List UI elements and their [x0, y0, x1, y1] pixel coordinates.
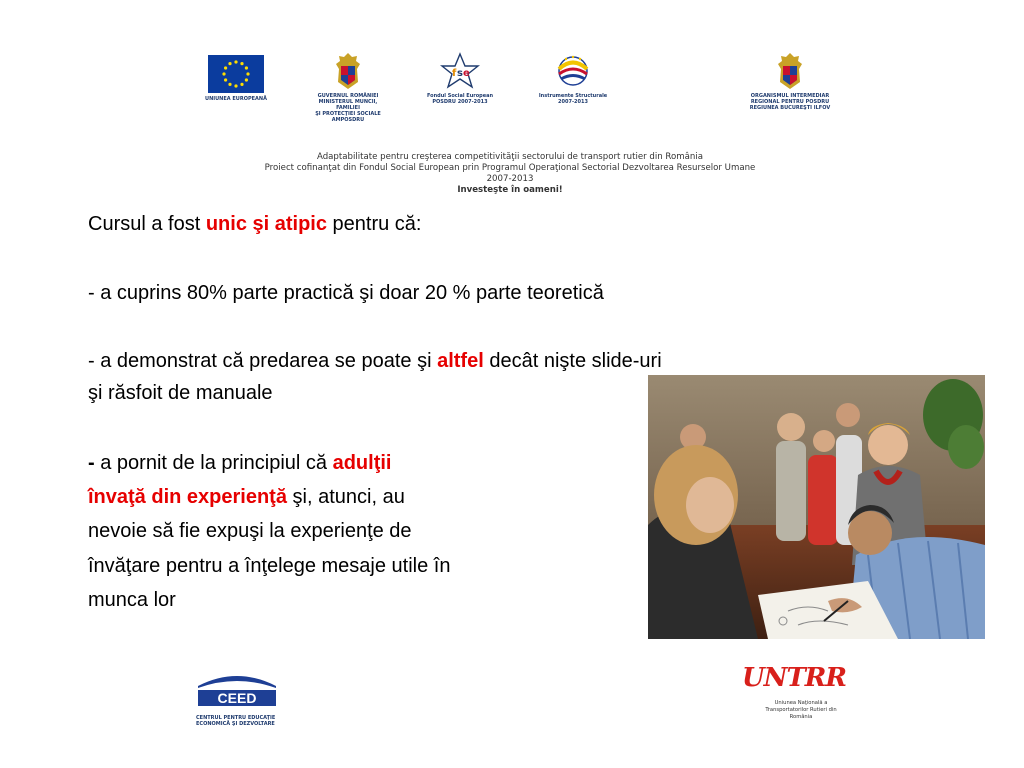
ceed-logo: [196, 672, 278, 727]
ceed-caption-2: ECONOMICĂ ŞI DEZVOLTARE: [196, 721, 275, 727]
oi-caption-3: REGIUNEA BUCUREŞTI ILFOV: [749, 105, 831, 111]
intro-line: Cursul a fost unic şi atipic pentru că:: [88, 213, 422, 235]
government-logo: [306, 52, 390, 123]
ceed-emblem-icon: [196, 672, 278, 708]
romania-crest-icon: [335, 52, 361, 90]
adults-highlight: adulţii: [332, 452, 392, 474]
romania-crest-icon-2: [777, 52, 803, 90]
point-demonstrated: - a demonstrat că predarea se poate şi altfel decât nişte slide-uri: [88, 350, 662, 372]
fse-caption-2: POSDRU 2007-2013: [432, 99, 488, 105]
project-period: 2007-2013: [486, 174, 534, 184]
untrr-caption-1: Uniunea Naţională a: [774, 700, 828, 706]
svg-text:s: s: [457, 68, 463, 79]
untrr-name: UNTRR: [742, 663, 847, 693]
ceed-name: CEED: [217, 690, 257, 706]
altfel-highlight: altfel: [437, 350, 484, 372]
point-adults-line1: - a pornit de la principiul că adulţii: [88, 452, 392, 474]
project-header: [190, 152, 830, 196]
gov-caption-1: GUVERNUL ROMÂNIEI: [317, 93, 379, 99]
point-practical: - a cuprins 80% parte practică şi doar 20 % parte teoretică: [88, 282, 604, 304]
project-cofinance: Proiect cofinanţat din Fondul Social European prin Programul Operaţional Sectorial Dezvoltarea Resurselor Umane: [264, 163, 756, 173]
eu-logo: [198, 55, 274, 102]
is-caption-1: Instrumente Structurale: [538, 93, 608, 99]
oi-caption-2: REGIONAL PENTRU POSDRU: [750, 99, 830, 105]
point-adults-line2: învaţă din experienţă şi, atunci, au: [88, 486, 405, 508]
eu-flag-icon: [208, 55, 264, 93]
experience-highlight: învaţă din experienţă: [88, 486, 287, 508]
svg-text:e: e: [463, 68, 470, 79]
gov-caption-4: AMPOSDRU: [331, 117, 365, 123]
intermediate-body-logo: [740, 52, 840, 111]
is-caption-2: 2007-2013: [558, 99, 588, 105]
ceed-caption-1: CENTRUL PENTRU EDUCAŢIE: [196, 715, 276, 721]
untrr-caption-2: Transportatorilor Rutieri din: [765, 707, 837, 713]
untrr-emblem-icon: [742, 662, 847, 694]
training-photo: [648, 375, 985, 639]
svg-text:f: f: [452, 68, 457, 79]
point-adults-line3: nevoie să fie expuşi la experienţe de: [88, 520, 412, 542]
fse-logo: [422, 52, 498, 105]
point-adults-line5: munca lor: [88, 589, 176, 611]
untrr-logo: [742, 662, 847, 721]
gov-caption-2: MINISTERUL MUNCII, FAMILIEI: [318, 99, 378, 111]
structural-instruments-icon: [553, 52, 593, 90]
project-title: Adaptabilitate pentru creşterea competitivităţii sectorului de transport rutier din România: [316, 152, 704, 162]
point-adults-line4: învăţare pentru a înţelege mesaje utile în: [88, 555, 451, 577]
eu-caption: UNIUNEA EUROPEANĂ: [205, 96, 267, 102]
oi-caption-1: ORGANISMUL INTERMEDIAR: [750, 93, 830, 99]
fse-star-icon: [435, 52, 485, 90]
gov-caption-3: ŞI PROTECŢIEI SOCIALE: [315, 111, 381, 117]
point-demonstrated-line2: şi răsfoit de manuale: [88, 382, 273, 404]
untrr-caption-3: România: [789, 714, 813, 720]
intro-highlight: unic şi atipic: [205, 213, 327, 235]
project-slogan: Investeşte în oameni!: [457, 185, 563, 195]
structural-instruments-logo: [534, 52, 612, 105]
fse-caption-1: Fondul Social European: [426, 93, 494, 99]
